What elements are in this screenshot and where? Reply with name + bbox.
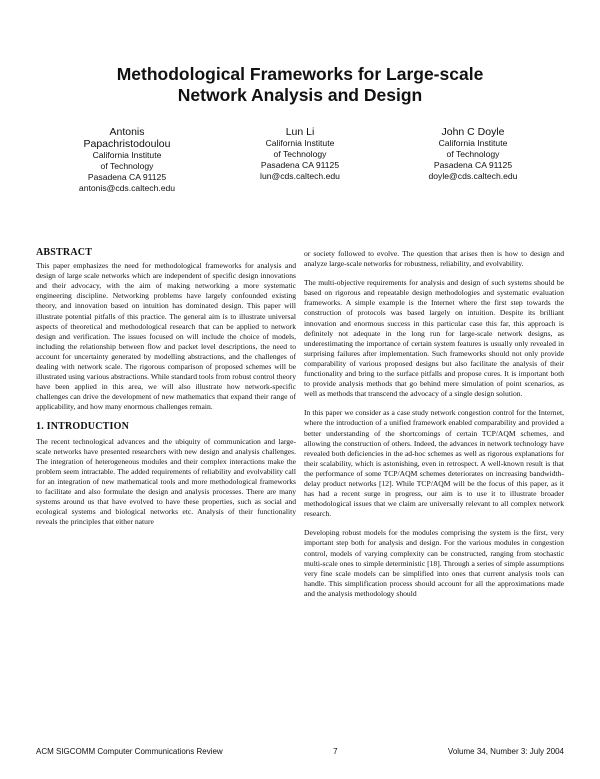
intro-paragraph: The recent technological advances and the ubiquity of communication and large-scale networks have presented researchers with new design and analysis challenges. The integration of heterogeneous modules and their complex interactions make the problem seem intractable. The added requirements of reliability and evolvability call for an integration of new mathematical tools and more methodological frameworks to facilitate and also formulate the design and analysis processes. There are many systems around us that have evolved to have these properties, such as social and ecological systems and biological networks etc. Analysis of their functionality reveals the principles that either nature: [36, 436, 296, 527]
section-heading-introduction: 1. INTRODUCTION: [36, 420, 130, 432]
author-affiliation: California Institute: [92, 150, 162, 160]
body-paragraph: In this paper we consider as a case study network congestion control for the Internet, where the introduction of a unified framework enabled comparability and provided a better understanding of the shortcomings of certain TCP/AQM schemes, and allowing the construction of others. Indeed, the advances in network technology have revealed both deficiencies in the ad-hoc schemes as well as rigorous explanations for their scalability, which is astonishing, even in retrospect. A well-known result is that the performance of some TCP/AQM schemes deteriorates on increasing bandwidth-delay product networks [12]. While TCP/AQM will be the focus of this paper, as it has had a recent surge in progress, our aim is to use it to illustrate broader methodological issues that we claim are universally relevant to all complex network research.: [304, 408, 564, 519]
author-address: Pasadena CA 91125: [260, 160, 340, 170]
author-address: Pasadena CA 91125: [87, 172, 167, 182]
footer-volume: Volume 34, Number 3: July 2004: [447, 747, 564, 756]
author-email: antonis@cds.caltech.edu: [78, 183, 176, 193]
right-column: [304, 249, 564, 608]
author-email: doyle@cds.caltech.edu: [428, 171, 518, 181]
title-line-1: Methodological Frameworks for Large-scale: [116, 64, 484, 84]
paper-title: [60, 64, 540, 106]
body-paragraph: Developing robust models for the modules comprising the system is the first, very important step both for analysis and design. For the various modules in congestion control, models of varying complexity can be constructed, ranging from stochastic multi-scale ones to simple deterministic [18]. Through a series of simple assumptions very fine scale models can be simplified into ones that current analysis tools can handle. This simplification process should account for all the approximations made and the analysis methodology should: [304, 528, 564, 598]
author-affiliation: of Technology: [446, 149, 500, 159]
footer-venue: ACM SIGCOMM Computer Communications Review: [36, 747, 223, 756]
footer-page-number: 7: [333, 747, 338, 756]
abstract-heading: ABSTRACT: [36, 247, 93, 258]
author-affiliation: of Technology: [100, 161, 154, 171]
body-paragraph: or society followed to evolve. The question that arises then is how to design and analyze large-scale networks for robustness, reliability, and evolvability.: [304, 249, 564, 269]
left-column: [36, 248, 296, 536]
author-block: [52, 126, 548, 194]
author-2: [225, 126, 375, 194]
author-affiliation: California Institute: [265, 138, 335, 148]
author-affiliation: of Technology: [273, 149, 327, 159]
author-affiliation: California Institute: [438, 138, 508, 148]
author-1: [52, 126, 202, 194]
author-name-line2: Papachristodoulou: [83, 138, 171, 150]
author-3: [398, 126, 548, 194]
author-name: Lun Li: [285, 126, 315, 138]
author-email: lun@cds.caltech.edu: [260, 171, 340, 181]
page-footer: [36, 747, 564, 756]
title-line-2: Network Analysis and Design: [177, 85, 423, 105]
author-name: John C Doyle: [441, 126, 505, 138]
body-paragraph: The multi-objective requirements for analysis and design of such systems should be based on rigorous and repeatable design methodologies and systematic evaluation frameworks. A simple example is the Internet where the first step towards the construction of protocols was based largely on intuition. Despite its brilliant innovation and enormous success in this particular case this far, this approach is definitely not adequate in the long run for large-scale network designs, as underestimating the importance of certain system features is usually only revealed in surprising failures after implementation. Such frameworks should not only provide comparability of various proposed designs but also facilitate the analysis of their functionality and bring to the surface pitfalls and propose cures. It is important both to provide analysis methods that go behind mere simulation of point scenarios, as well as methods that transcend the advocacy of a single design solution.: [304, 278, 564, 399]
author-name: Antonis: [109, 126, 145, 138]
author-address: Pasadena CA 91125: [433, 160, 513, 170]
abstract-text: This paper emphasizes the need for methodological frameworks for analysis and design of large scale networks which are independent of specific design innovations and their advocacy, with the aim of making networking a more systematic engineering discipline. Networking problems have largely confounded existing theory, and innovation based on intuition has dominated design. This paper will illustrate potential pitfalls of this practice. The general aim is to illustrate universal aspects of theoretical and methodological research that can be applied to network design and verification. The issues focused on will include the choice of models, including the relationship between flow and packet level descriptions, the need to account for uncertainty generated by modelling abstractions, and the challenges of dealing with network scale. The rigorous comparison of proposed schemes will be illustrated using various abstractions. While standard tools from robust control theory have been applied in this area, we will also illustrate how network-specific challenges can drive the development of new mathematics that expand their range of applicability, and how many enormous challenges remain.: [36, 261, 296, 412]
